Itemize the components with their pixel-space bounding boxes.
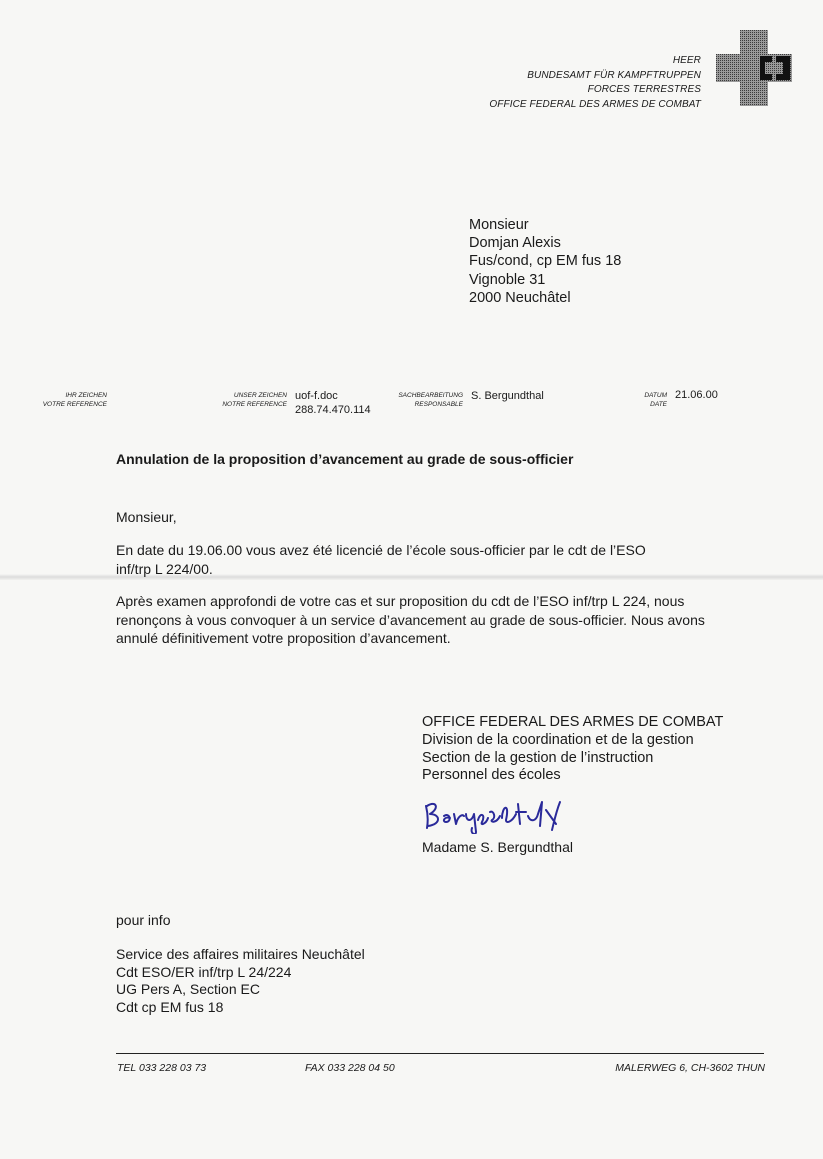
footer-address: MALERWEG 6, CH-3602 THUN [615,1062,765,1074]
letter-subject: Annulation de la proposition d’avancement au grade de sous-officier [116,451,574,467]
recipient-line: Monsieur [469,217,529,233]
distribution-item: Cdt cp EM fus 18 [116,998,224,1015]
footer-tel: TEL 033 228 03 73 [117,1062,207,1074]
footer-fax: FAX 033 228 04 50 [305,1062,395,1074]
votre-reference-label: IHR ZEICHEN VOTRE REFERENCE [42,392,107,408]
distribution-item: Cdt ESO/ER inf/trp L 24/224 [116,963,292,980]
letterhead-line: HEER [672,55,701,66]
footer-divider [116,1053,764,1054]
date-label: DATUM DATE [644,392,667,408]
body-paragraph-2: Après examen approfondi de votre cas et sur proposition du cdt de l’ESO inf/trp L 224, nous renonçons à vous convoquer à un service d’avancement au grade de sous-officier. Nous avons annulé définitivement votre proposition d’avancement. [116,593,705,646]
distribution-item: Service des affaires militaires Neuchâtel [116,946,365,962]
sender-block [422,714,723,785]
recipient-line: Vignoble 31 [469,271,546,288]
date-value: 21.06.00 [675,389,718,401]
recipient-line: 2000 Neuchâtel [469,289,571,306]
sender-line: OFFICE FEDERAL DES ARMES DE COMBAT [422,714,724,730]
letterhead-line: FORCES TERRESTRES [587,84,701,96]
notre-reference-value: uof-f.doc 288.74.470.114 [295,390,371,416]
recipient-line: Domjan Alexis [469,235,561,252]
handwritten-signature [420,792,600,834]
salutation: Monsieur, [116,509,177,525]
letterhead-line: OFFICE FEDERAL DES ARMES DE COMBAT [489,98,701,110]
body-paragraph-1: En date du 19.06.00 vous avez été licencié de l’école sous-officier par le cdt de l’ESO inf/trp L 224/00. [116,542,646,577]
sender-line: Personnel des écoles [422,767,561,784]
letterhead-line: BUNDESAMT FÜR KAMPFTRUPPEN [527,69,701,81]
swiss-cross-logo-icon [716,30,792,106]
sender-line: Division de la coordination et de la gestion [422,731,694,748]
signatory-name: Madame S. Bergundthal [422,839,573,855]
recipient-address [469,216,621,307]
pour-info-label: pour info [116,912,171,928]
responsable-value: S. Bergundthal [471,390,544,402]
sender-line: Section de la gestion de l’instruction [422,749,654,766]
recipient-line: Fus/cond, cp EM fus 18 [469,253,622,270]
distribution-item: UG Pers A, Section EC [116,981,260,998]
notre-reference-label: UNSER ZEICHEN NOTRE REFERENCE [222,392,287,408]
distribution-list [116,946,365,1016]
letterhead [489,54,701,112]
responsable-label: SACHBEARBEITUNG RESPONSABLE [398,392,463,408]
